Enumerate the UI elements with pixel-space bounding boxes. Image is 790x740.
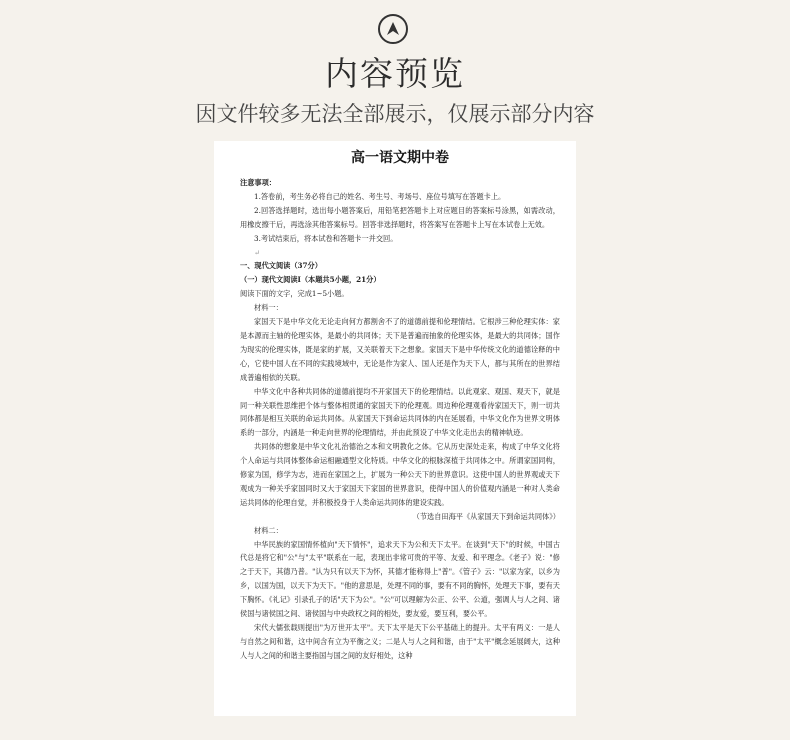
- document-paragraph: （节选自田海平《从家国天下到命运共同体》）: [412, 511, 560, 521]
- document-paragraph: （一）现代文阅读Ⅰ（本题共5小题，21分）: [240, 275, 381, 285]
- document-paragraph: 1.答卷前，考生务必将自己的姓名、考生号、考场号、座位号填写在答题卡上。: [254, 191, 506, 201]
- document-title: 高一语文期中卷: [351, 150, 449, 166]
- document-preview: [214, 141, 576, 716]
- document-paragraph: 材料一：: [254, 303, 283, 313]
- logo-icon: [378, 14, 408, 44]
- document-paragraph: 材料二：: [254, 525, 283, 535]
- page-title: 内容预览: [325, 54, 465, 93]
- document-body: [240, 176, 560, 663]
- document-paragraph: 2.回答选择题时，选出每小题答案后，用铅笔把答题卡上对应题目的答案标号涂黑，如需改动，用橡皮擦干后，再选涂其他答案标号。回答非选择题时，将答案写在答题卡上写在本试卷上无效。: [240, 205, 560, 229]
- page-subtitle: 因文件较多无法全部展示，仅展示部分内容: [195, 102, 595, 126]
- document-paragraph: 共同体的想象是中华文化礼治德治之本和文明教化之体。它从历史深处走来，构成了中华文化将个人命运与共同体整体命运相融通型文化特质。中华文化的根脉深植于共同体之中。所谓家国同构，修家为国，修学为志，进而在家国之上，扩展为一种公天下的世界意识。这使中国人的世界观或天下观成为一种关乎家国同时又大于家国天下家国的世界意识，使得中国人的价值观内涵是一种对人类命运共同体的伦理自觉，并积极投身于人类命运共同体的建设实践。: [240, 442, 560, 507]
- document-paragraph: ↵: [254, 247, 261, 257]
- document-paragraph: 阅读下面的文字，完成1~5小题。: [240, 289, 349, 299]
- document-paragraph: 一、现代文阅读（37分）: [240, 261, 322, 271]
- document-paragraph: 注意事项：: [240, 178, 276, 187]
- document-paragraph: 宋代大儒张载则提出"为万世开太平"。天下太平是天下公平基础上的提升。太平有两义：一是人与自然之间和谐，这中间含有立为平衡之义；二是人与人之间和谐，由于"太平"概念延展阔大，这种人与人之间的和谐主要指国与国之间的友好相处，这种: [240, 623, 560, 660]
- document-paragraph: 中华民族的家国情怀植向"天下情怀"，追求天下为公和天下太平。在谈到"天下"的时候，中国古代总是将它和"公"与"太平"联系在一起，表现出非常可贵的平等、友爱、和平理念。《老子》说："修之于天下，其德乃普。"认为只有以天下为怀，其德才能称得上"普"。《管子》云："以家为家，以乡为乡，以国为国，以天下为天下。"他的意思是，处理不同的事，要有不同的胸怀，处理天下事，要有天下胸怀。《礼记》引录孔子的话"天下为公"。"公"可以理解为公正、公平、公道，强调人与人之间、诸侯国与诸侯国之间、诸侯国与中央政权之间的相处，要友爱，要互利，要公平。: [240, 539, 560, 619]
- document-paragraph: 中华文化中各种共同体的道德前提均不开家国天下的伦理情结。以此观家、观国、观天下，就是同一种关联性思维把个体与整体相贯通的家国天下的伦理观。周边种伦理观看待家国天下，则一切共同体都是相互关联的命运共同体。从家国天下到命运共同体的内在延展看，中华文化作为世界文明体系的一部分，内涵是一种走向世界的伦理情结，并由此预设了中华文化走出去的精神轨迹。: [240, 386, 560, 438]
- page-header: [0, 0, 790, 140]
- document-paragraph: 家国天下是中华文化无论走向何方都割舍不了的道德前提和伦理情结。它根涉三种伦理实体：家是本源而主轴的伦理实体，是最小的共同体；天下是普遍而抽象的伦理实体，是最大的共同体；国作为现实的伦理实体，既是家的扩展，又关联着天下之想象。家国天下是中华传统文化的道德诠释的中心，它使中国人在不同的实践境域中，无论是作为家人、国人还是作为天下人，都与其所在的世界结成普遍相依的关联。: [240, 317, 560, 382]
- document-paragraph: 3.考试结束后，将本试卷和答题卡一并交回。: [254, 233, 398, 243]
